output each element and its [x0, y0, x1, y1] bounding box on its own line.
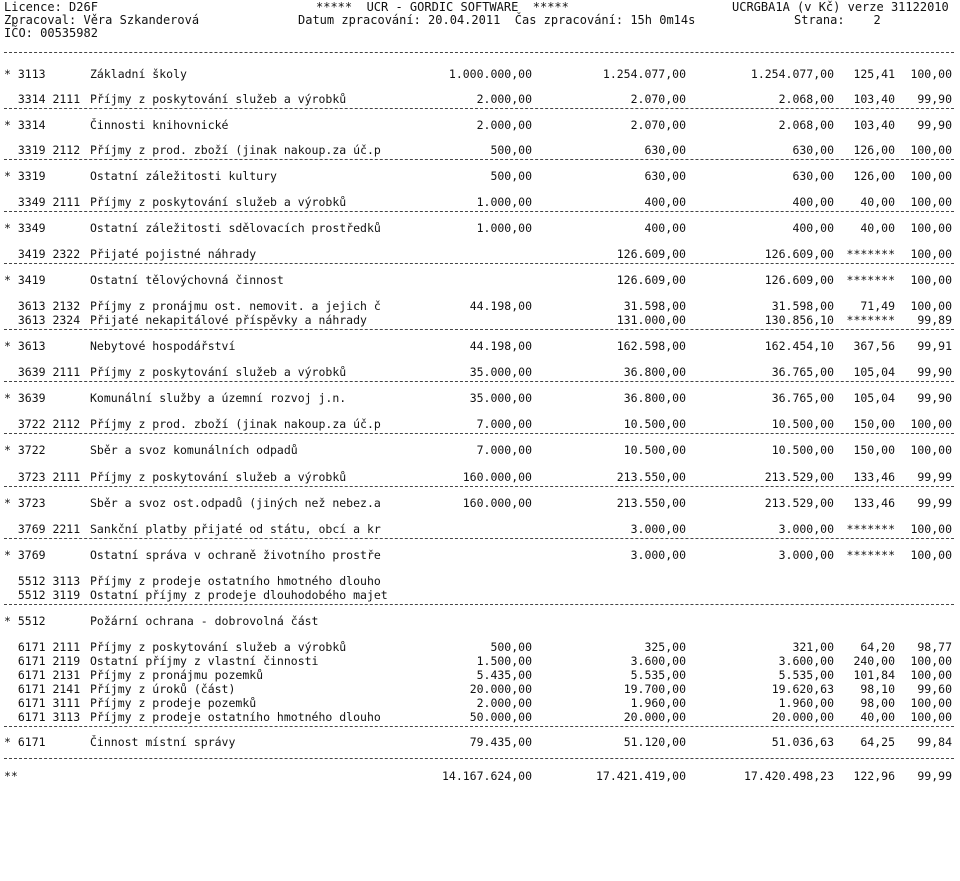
- row-pct1: 133,46: [853, 496, 895, 510]
- summary-row: [0, 67, 960, 81]
- row-adjusted: 1.960,00: [630, 696, 686, 710]
- page-number: Strana: 2: [794, 13, 881, 27]
- row-label: Požární ochrana - dobrovolná část: [90, 614, 319, 628]
- separator-line: [4, 433, 954, 434]
- summary-row: [0, 548, 960, 562]
- detail-row: [0, 417, 960, 431]
- row-adjusted: 2.070,00: [630, 118, 686, 132]
- processing-datetime: Datum zpracování: 20.04.2011 Čas zpracování: 15h 0m14s: [298, 13, 696, 27]
- row-code: 3723 2111: [4, 470, 81, 484]
- row-actual: 3.000,00: [778, 548, 834, 562]
- row-adjusted: 213.550,00: [616, 470, 686, 484]
- row-actual: 36.765,00: [771, 365, 834, 379]
- row-budget: 7.000,00: [476, 417, 532, 431]
- row-actual: 1.254.077,00: [750, 67, 834, 81]
- row-actual: 400,00: [792, 221, 834, 235]
- row-code: **: [4, 769, 18, 783]
- detail-row: [0, 143, 960, 157]
- row-pct2: 100,00: [910, 443, 952, 457]
- row-budget: 20.000,00: [469, 682, 532, 696]
- row-adjusted: 2.070,00: [630, 92, 686, 106]
- row-adjusted: 19.700,00: [623, 682, 686, 696]
- row-adjusted: 400,00: [644, 195, 686, 209]
- row-actual: 213.529,00: [764, 470, 834, 484]
- row-label: Činnosti knihovnické: [90, 118, 229, 132]
- separator-line: [4, 159, 954, 160]
- row-adjusted: 3.000,00: [630, 548, 686, 562]
- row-adjusted: 5.535,00: [630, 668, 686, 682]
- row-pct1: 150,00: [853, 443, 895, 457]
- row-actual: 130.856,10: [764, 313, 834, 327]
- detail-row: [0, 313, 960, 327]
- row-actual: 630,00: [792, 169, 834, 183]
- detail-row: [0, 588, 960, 602]
- row-pct1: 105,04: [853, 365, 895, 379]
- row-budget: 44.198,00: [469, 339, 532, 353]
- row-budget: 79.435,00: [469, 735, 532, 749]
- report-version: UCRGBA1A (v Kč) verze 31122010: [732, 0, 949, 14]
- row-actual: 10.500,00: [771, 417, 834, 431]
- row-code: * 3113: [4, 67, 46, 81]
- row-code: * 3349: [4, 221, 46, 235]
- row-budget: 2.000,00: [476, 92, 532, 106]
- row-actual: 2.068,00: [778, 92, 834, 106]
- row-pct1: 40,00: [860, 195, 895, 209]
- row-budget: 500,00: [490, 640, 532, 654]
- detail-row: [0, 654, 960, 668]
- row-adjusted: 3.600,00: [630, 654, 686, 668]
- row-code: 3769 2211: [4, 522, 81, 536]
- detail-row: [0, 574, 960, 588]
- row-actual: 2.068,00: [778, 118, 834, 132]
- row-label: Sběr a svoz ost.odpadů (jiných než nebez.a: [90, 496, 381, 510]
- row-budget: 35.000,00: [469, 391, 532, 405]
- row-actual: 1.960,00: [778, 696, 834, 710]
- summary-row: [0, 339, 960, 353]
- row-budget: 1.000,00: [476, 195, 532, 209]
- summary-row: [0, 614, 960, 628]
- row-adjusted: 400,00: [644, 221, 686, 235]
- row-pct2: 100,00: [910, 522, 952, 536]
- row-budget: 160.000,00: [462, 470, 532, 484]
- row-label: Příjmy z prod. zboží (jinak nakoup.za úč.p: [90, 143, 381, 157]
- detail-row: [0, 696, 960, 710]
- detail-row: [0, 682, 960, 696]
- separator-line: [4, 758, 954, 759]
- row-pct2: 99,90: [917, 118, 952, 132]
- separator-line: [4, 538, 954, 539]
- summary-row: [0, 118, 960, 132]
- row-code: 6171 2119: [4, 654, 81, 668]
- row-pct2: 100,00: [910, 195, 952, 209]
- row-actual: 213.529,00: [764, 496, 834, 510]
- row-label: Nebytové hospodářství: [90, 339, 236, 353]
- detail-row: [0, 92, 960, 106]
- row-actual: 400,00: [792, 195, 834, 209]
- row-pct2: 98,77: [917, 640, 952, 654]
- row-budget: 1.000.000,00: [448, 67, 532, 81]
- row-pct1: 101,84: [853, 668, 895, 682]
- row-budget: 500,00: [490, 143, 532, 157]
- row-adjusted: 131.000,00: [616, 313, 686, 327]
- row-code: 5512 3113: [4, 574, 81, 588]
- row-pct1: 103,40: [853, 118, 895, 132]
- licence-text: Licence: D26F: [4, 0, 98, 14]
- row-adjusted: 126.609,00: [616, 273, 686, 287]
- row-label: Příjmy z poskytování služeb a výrobků: [90, 640, 347, 654]
- detail-row: [0, 522, 960, 536]
- summary-row: [0, 496, 960, 510]
- row-pct2: 99,99: [917, 470, 952, 484]
- row-pct1: 133,46: [853, 470, 895, 484]
- row-pct1: 126,00: [853, 169, 895, 183]
- detail-row: [0, 470, 960, 484]
- row-label: Příjmy z poskytování služeb a výrobků: [90, 365, 347, 379]
- row-code: * 6171: [4, 735, 46, 749]
- row-label: Příjmy z prodeje ostatního hmotného dlouho: [90, 574, 381, 588]
- row-actual: 162.454,10: [764, 339, 834, 353]
- separator-line: [4, 381, 954, 382]
- row-adjusted: 51.120,00: [623, 735, 686, 749]
- row-actual: 36.765,00: [771, 391, 834, 405]
- row-pct2: 99,91: [917, 339, 952, 353]
- row-code: 6171 3111: [4, 696, 81, 710]
- row-label: Příjmy z prod. zboží (jinak nakoup.za úč.p: [90, 417, 381, 431]
- row-budget: 1.500,00: [476, 654, 532, 668]
- row-pct2: 100,00: [910, 417, 952, 431]
- row-pct2: 99,90: [917, 391, 952, 405]
- row-code: 3419 2322: [4, 247, 81, 261]
- row-code: 3639 2111: [4, 365, 81, 379]
- row-pct1: 367,56: [853, 339, 895, 353]
- row-pct1: 64,20: [860, 640, 895, 654]
- row-code: 3722 2112: [4, 417, 81, 431]
- row-adjusted: 126.609,00: [616, 247, 686, 261]
- row-pct1: 126,00: [853, 143, 895, 157]
- row-pct2: 99,99: [917, 769, 952, 783]
- row-code: * 3319: [4, 169, 46, 183]
- row-code: 3314 2111: [4, 92, 81, 106]
- row-pct2: 100,00: [910, 273, 952, 287]
- row-label: Ostatní správa v ochraně životního prostře: [90, 548, 381, 562]
- row-pct2: 99,99: [917, 496, 952, 510]
- row-pct1: 122,96: [853, 769, 895, 783]
- row-pct1: 64,25: [860, 735, 895, 749]
- row-adjusted: 20.000,00: [623, 710, 686, 724]
- row-pct2: 100,00: [910, 221, 952, 235]
- separator-line: [4, 263, 954, 264]
- row-pct2: 99,89: [917, 313, 952, 327]
- row-budget: 5.435,00: [476, 668, 532, 682]
- row-pct2: 100,00: [910, 299, 952, 313]
- row-actual: 126.609,00: [764, 247, 834, 261]
- row-adjusted: 213.550,00: [616, 496, 686, 510]
- row-actual: 126.609,00: [764, 273, 834, 287]
- row-pct1: *******: [846, 548, 895, 562]
- row-code: * 3419: [4, 273, 46, 287]
- row-adjusted: 17.421.419,00: [595, 769, 686, 783]
- row-pct1: 105,04: [853, 391, 895, 405]
- separator-line: [4, 211, 954, 212]
- summary-row: [0, 443, 960, 457]
- row-code: * 3769: [4, 548, 46, 562]
- row-code: * 3613: [4, 339, 46, 353]
- row-adjusted: 10.500,00: [623, 443, 686, 457]
- row-pct2: 99,84: [917, 735, 952, 749]
- row-adjusted: 36.800,00: [623, 391, 686, 405]
- row-actual: 321,00: [792, 640, 834, 654]
- row-pct1: 40,00: [860, 221, 895, 235]
- row-adjusted: 1.254.077,00: [602, 67, 686, 81]
- row-pct2: 100,00: [910, 696, 952, 710]
- separator-line: [4, 108, 954, 109]
- row-pct2: 100,00: [910, 668, 952, 682]
- row-pct2: 100,00: [910, 143, 952, 157]
- row-code: 6171 2141: [4, 682, 81, 696]
- detail-row: [0, 365, 960, 379]
- row-pct1: 125,41: [853, 67, 895, 81]
- row-pct1: 150,00: [853, 417, 895, 431]
- row-pct2: 100,00: [910, 169, 952, 183]
- row-code: 6171 2131: [4, 668, 81, 682]
- ico-number: IČO: 00535982: [4, 26, 98, 40]
- row-pct1: 240,00: [853, 654, 895, 668]
- separator-line: [4, 329, 954, 330]
- row-label: Činnost místní správy: [90, 735, 236, 749]
- row-pct1: *******: [846, 247, 895, 261]
- row-label: Příjmy z poskytování služeb a výrobků: [90, 470, 347, 484]
- row-label: Ostatní záležitosti kultury: [90, 169, 277, 183]
- row-label: Příjmy z úroků (část): [90, 682, 236, 696]
- row-label: Ostatní tělovýchovná činnost: [90, 273, 284, 287]
- row-actual: 20.000,00: [771, 710, 834, 724]
- row-label: Příjmy z prodeje pozemků: [90, 696, 257, 710]
- row-pct2: 100,00: [910, 710, 952, 724]
- row-actual: 19.620,63: [771, 682, 834, 696]
- row-label: Příjmy z pronájmu pozemků: [90, 668, 264, 682]
- row-pct2: 100,00: [910, 247, 952, 261]
- row-adjusted: 36.800,00: [623, 365, 686, 379]
- row-pct2: 100,00: [910, 67, 952, 81]
- row-pct1: *******: [846, 522, 895, 536]
- row-budget: 160.000,00: [462, 496, 532, 510]
- row-label: Příjmy z poskytování služeb a výrobků: [90, 92, 347, 106]
- row-pct1: 40,00: [860, 710, 895, 724]
- row-code: 5512 3119: [4, 588, 81, 602]
- software-title: ***** UCR - GORDIC SOFTWARE *****: [316, 0, 569, 14]
- separator-line: [4, 726, 954, 727]
- row-budget: 2.000,00: [476, 118, 532, 132]
- row-adjusted: 325,00: [644, 640, 686, 654]
- row-adjusted: 31.598,00: [623, 299, 686, 313]
- row-actual: 10.500,00: [771, 443, 834, 457]
- detail-row: [0, 640, 960, 654]
- row-label: Příjmy z poskytování služeb a výrobků: [90, 195, 347, 209]
- row-adjusted: 10.500,00: [623, 417, 686, 431]
- summary-row: [0, 391, 960, 405]
- row-code: 6171 3113: [4, 710, 81, 724]
- processed-by: Zpracoval: Věra Szkanderová: [4, 13, 200, 27]
- summary-row: [0, 735, 960, 749]
- row-budget: 44.198,00: [469, 299, 532, 313]
- separator-line: [4, 486, 954, 487]
- row-pct1: 98,10: [860, 682, 895, 696]
- row-label: Ostatní záležitosti sdělovacích prostředků: [90, 221, 381, 235]
- row-actual: 51.036,63: [771, 735, 834, 749]
- row-budget: 2.000,00: [476, 696, 532, 710]
- summary-row: [0, 221, 960, 235]
- row-budget: 500,00: [490, 169, 532, 183]
- row-label: Přijaté pojistné náhrady: [90, 247, 257, 261]
- row-code: 3349 2111: [4, 195, 81, 209]
- separator-line: [4, 52, 954, 53]
- row-budget: 14.167.624,00: [441, 769, 532, 783]
- row-budget: 50.000,00: [469, 710, 532, 724]
- row-code: 3613 2132: [4, 299, 81, 313]
- grand-total-row: [0, 769, 960, 783]
- row-code: 3319 2112: [4, 143, 81, 157]
- detail-row: [0, 195, 960, 209]
- row-label: Příjmy z pronájmu ost. nemovit. a jejich č: [90, 299, 381, 313]
- row-pct1: 98,00: [860, 696, 895, 710]
- row-actual: 3.000,00: [778, 522, 834, 536]
- summary-row: [0, 273, 960, 287]
- row-actual: 31.598,00: [771, 299, 834, 313]
- row-label: Ostatní příjmy z prodeje dlouhodobého majet: [90, 588, 388, 602]
- row-adjusted: 630,00: [644, 143, 686, 157]
- detail-row: [0, 299, 960, 313]
- row-actual: 3.600,00: [778, 654, 834, 668]
- row-budget: 35.000,00: [469, 365, 532, 379]
- row-label: Základní školy: [90, 67, 187, 81]
- row-code: * 3722: [4, 443, 46, 457]
- row-budget: 1.000,00: [476, 221, 532, 235]
- row-code: 3613 2324: [4, 313, 81, 327]
- row-label: Přijaté nekapitálové příspěvky a náhrady: [90, 313, 367, 327]
- row-pct2: 99,90: [917, 92, 952, 106]
- row-label: Ostatní příjmy z vlastní činnosti: [90, 654, 319, 668]
- row-pct2: 100,00: [910, 548, 952, 562]
- row-code: 6171 2111: [4, 640, 81, 654]
- row-label: Sankční platby přijaté od státu, obcí a kr: [90, 522, 381, 536]
- row-budget: 7.000,00: [476, 443, 532, 457]
- row-pct2: 99,60: [917, 682, 952, 696]
- row-code: * 3723: [4, 496, 46, 510]
- detail-row: [0, 247, 960, 261]
- row-label: Příjmy z prodeje ostatního hmotného dlouho: [90, 710, 381, 724]
- separator-line: [4, 604, 954, 605]
- row-code: * 3314: [4, 118, 46, 132]
- summary-row: [0, 169, 960, 183]
- row-adjusted: 3.000,00: [630, 522, 686, 536]
- row-label: Sběr a svoz komunálních odpadů: [90, 443, 298, 457]
- row-pct1: *******: [846, 273, 895, 287]
- detail-row: [0, 668, 960, 682]
- row-pct2: 99,90: [917, 365, 952, 379]
- row-code: * 5512: [4, 614, 46, 628]
- row-pct1: *******: [846, 313, 895, 327]
- row-pct1: 103,40: [853, 92, 895, 106]
- detail-row: [0, 710, 960, 724]
- row-actual: 17.420.498,23: [743, 769, 834, 783]
- row-label: Komunální služby a územní rozvoj j.n.: [90, 391, 347, 405]
- row-adjusted: 630,00: [644, 169, 686, 183]
- row-pct2: 100,00: [910, 654, 952, 668]
- row-pct1: 71,49: [860, 299, 895, 313]
- row-code: * 3639: [4, 391, 46, 405]
- row-actual: 5.535,00: [778, 668, 834, 682]
- row-adjusted: 162.598,00: [616, 339, 686, 353]
- row-actual: 630,00: [792, 143, 834, 157]
